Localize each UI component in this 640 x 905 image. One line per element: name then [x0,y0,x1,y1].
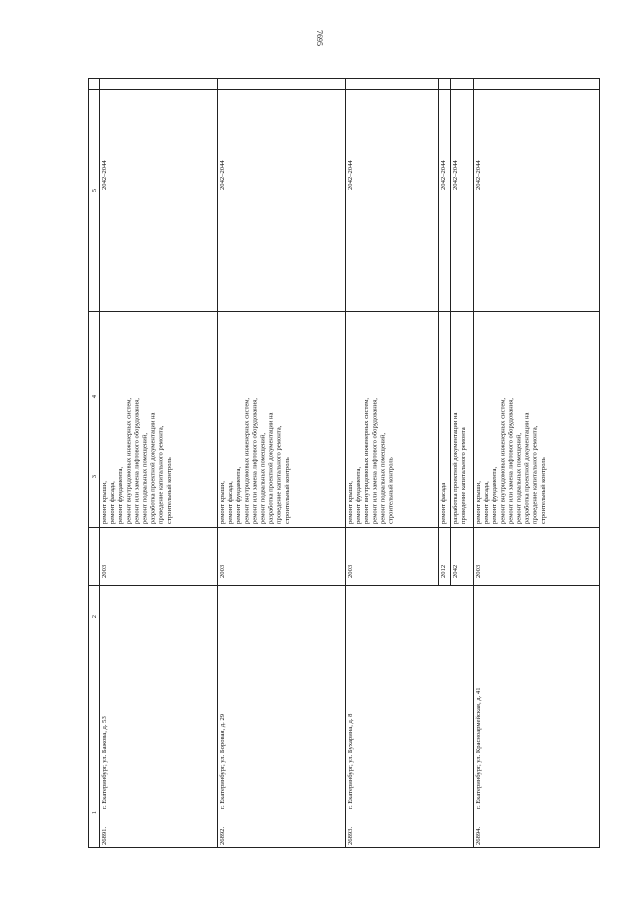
work-list: ремонт крыши, ремонт фундамента, ремонт внутридомовых инженерных систем, ремонт или замена лифтового оборудования, ремонт подвальных помещений, строительный контроль [347,397,395,524]
construction-year: 2003 [475,564,482,578]
row-divider [217,79,218,847]
header-col-1: 1 [91,811,98,815]
sub-row-divider [438,79,439,585]
header-divider [99,79,100,847]
repair-period: 2042–2044 [219,160,226,190]
row-divider [345,79,346,847]
row-number: 26891. [101,826,108,845]
col-divider [89,585,599,586]
work-list: разработка проектной документации на проведение капитального ремонта [452,412,468,524]
repair-period: 2042–2044 [101,160,108,190]
work-list: ремонт крыши, ремонт фасада, ремонт фундамента, ремонт внутридомовых инженерных систем, ремонт или замена лифтового оборудования, ремонт подвальных помещений, разработка проектной документации на проведение капитального ремонта, строительный контроль [219,397,291,524]
construction-year: 2003 [347,564,354,578]
work-list: ремонт фасада [440,482,447,524]
col-divider [89,89,599,90]
row-number: 26894. [475,826,482,845]
repair-period: 2042–2044 [452,160,459,190]
header-col-4: 4 [91,395,98,399]
works-table [88,78,600,848]
address: г. Екатеринбург, ул. Бажова, д. 53 [101,716,108,809]
construction-year: 2042 [452,564,459,578]
repair-period: 2042–2044 [347,160,354,190]
work-list: ремонт крыши, ремонт фасада, ремонт фундамента, ремонт внутридомовых инженерных систем, ремонт или замена лифтового оборудования, ремонт подвальных помещений, разработка проектной документации на проведение капитального ремонта, строительный контроль [101,397,173,524]
address: г. Екатеринбург, ул. Бухарина, д. 8 [347,713,354,809]
header-col-5: 5 [91,189,98,193]
row-divider [473,79,474,847]
construction-year: 2003 [101,564,108,578]
row-number: 26892. [219,826,226,845]
page-number: 7695 [315,30,324,46]
address: г. Екатеринбург, ул. Боровая, д. 29 [219,713,226,809]
col-divider [89,527,599,528]
address: г. Екатеринбург, ул. Красноармейская, д. 41 [475,687,482,809]
repair-period: 2042–2044 [440,160,447,190]
header-col-2: 2 [91,615,98,619]
header-col-3: 3 [91,475,98,479]
row-number: 26893. [347,826,354,845]
construction-year: 2012 [440,564,447,578]
sub-row-divider [450,79,451,585]
work-list: ремонт крыши, ремонт фасада, ремонт фундамента, ремонт внутридомовых инженерных систем, ремонт или замена лифтового оборудования, ремонт подвальных помещений, разработка проектной документации на проведение капитального ремонта, строительный контроль [475,397,547,524]
repair-period: 2042–2044 [475,160,482,190]
construction-year: 2003 [219,564,226,578]
